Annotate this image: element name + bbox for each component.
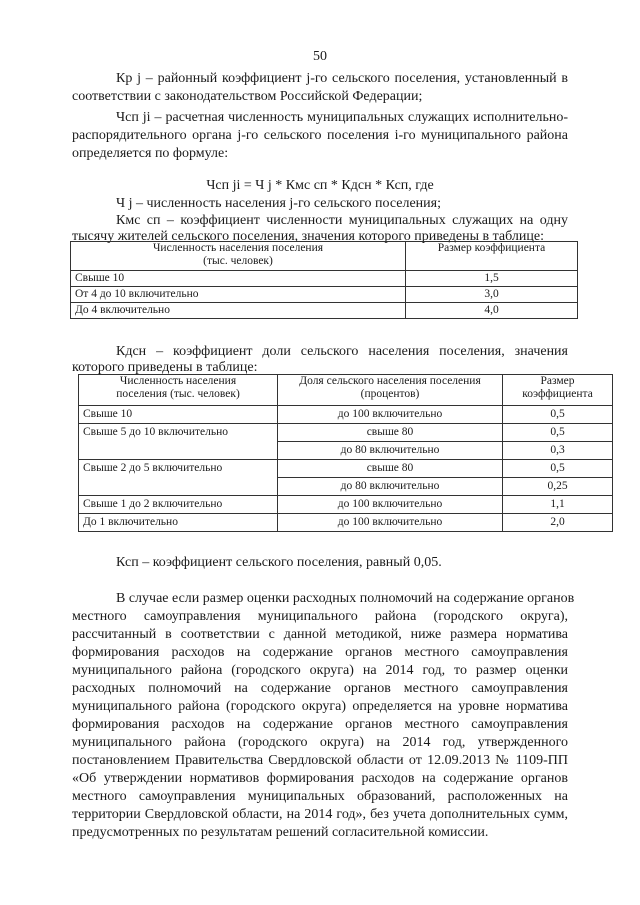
- closing-paragraph-line: местного самоуправления муниципального района (городского округа),: [72, 609, 568, 624]
- table-row: [79, 496, 613, 514]
- closing-paragraph-line: предусмотренных по результатам решений согласительной комиссии.: [72, 825, 489, 840]
- table-cell: От 4 до 10 включительно: [71, 287, 406, 303]
- ch-definition: Ч j – численность населения j-го сельского поселения;: [116, 196, 441, 211]
- table-cell: до 100 включительно: [278, 514, 503, 532]
- table-cell: 0,5: [503, 406, 613, 424]
- closing-paragraph-line: расходных полномочий на содержание органов местного самоуправления: [72, 681, 568, 696]
- kr-definition-line-2: соответствии с законодательством Российской Федерации;: [72, 89, 423, 104]
- kms-coefficient-table: [70, 241, 578, 319]
- table-cell: до 80 включительно: [278, 478, 503, 496]
- table-cell: 0,5: [503, 424, 613, 442]
- table-cell: 0,5: [503, 460, 613, 478]
- closing-paragraph-line: местного самоуправления муниципальных образований, расположенных на: [72, 789, 568, 804]
- table-row: [71, 271, 578, 287]
- table-row: [79, 406, 613, 424]
- page-number: 50: [313, 49, 327, 64]
- table-cell: 3,0: [406, 287, 578, 303]
- closing-paragraph-line: постановлением Правительства Свердловской области от 12.09.2013 № 1109-ПП: [72, 753, 568, 768]
- table-cell: до 100 включительно: [278, 496, 503, 514]
- table-header-cell: Размер коэффициента: [503, 375, 613, 406]
- closing-paragraph-line: территории Свердловской области, на 2014 год», без учета дополнительных сумм,: [72, 807, 568, 822]
- formula: Чсп ji = Ч j * Кмс сп * Кдсн * Ксп, где: [206, 178, 434, 193]
- chsp-definition-line-1: Чсп ji – расчетная численность муниципальных служащих исполнительно-: [116, 110, 568, 125]
- table-header-row: [71, 242, 578, 271]
- closing-paragraph-line: муниципального района (городского округа) на 2014 год, то размер оценки: [72, 663, 568, 678]
- table-cell: До 4 включительно: [71, 303, 406, 319]
- table-cell: 1,1: [503, 496, 613, 514]
- table-cell: 1,5: [406, 271, 578, 287]
- table-cell: До 1 включительно: [79, 514, 278, 532]
- table-row: [71, 303, 578, 319]
- table-cell: 4,0: [406, 303, 578, 319]
- table-header-cell: Численность населения поселения (тыс. человек): [71, 242, 406, 271]
- table-row: [71, 287, 578, 303]
- kdsn-coefficient-table: [78, 374, 613, 532]
- closing-paragraph-line: В случае если размер оценки расходных полномочий на содержание органов: [116, 591, 575, 606]
- table-header-cell: Размер коэффициента: [406, 242, 578, 271]
- closing-paragraph-line: муниципального района (городского округа) определяется на уровне норматива: [72, 699, 568, 714]
- table-row: [79, 514, 613, 532]
- table-header-cell: Доля сельского населения поселения (процентов): [278, 375, 503, 406]
- ksp-definition: Ксп – коэффициент сельского поселения, равный 0,05.: [116, 555, 442, 570]
- table-row: [79, 460, 613, 478]
- kdsn-definition-line-1: Кдсн – коэффициент доли сельского населения поселения, значения: [116, 344, 568, 359]
- table-cell: 2,0: [503, 514, 613, 532]
- closing-paragraph-line: рассчитанный в соответствии с данной методикой, ниже размера норматива: [72, 627, 568, 642]
- table-cell: Свыше 10: [79, 406, 278, 424]
- kr-definition-line-1: Кр j – районный коэффициент j-го сельского поселения, установленный в: [116, 71, 568, 86]
- kmssp-definition-line-1: Кмс сп – коэффициент численности муниципальных служащих на одну: [116, 213, 568, 228]
- table-cell: свыше 80: [278, 460, 503, 478]
- table-cell: Свыше 5 до 10 включительно: [79, 424, 278, 460]
- closing-paragraph-line: «Об утверждении нормативов формирования расходов на содержание органов: [72, 771, 568, 786]
- chsp-definition-line-3: определяется по формуле:: [72, 146, 229, 161]
- kdsn-definition-line-2: которого приведены в таблице:: [72, 360, 258, 375]
- kmssp-definition-line-2: тысячу жителей сельского поселения, значения которого приведены в таблице:: [72, 229, 544, 244]
- table-cell: Свыше 10: [71, 271, 406, 287]
- table-cell: свыше 80: [278, 424, 503, 442]
- table-row: [79, 424, 613, 442]
- table-cell: до 80 включительно: [278, 442, 503, 460]
- table-cell: Свыше 1 до 2 включительно: [79, 496, 278, 514]
- table-cell: 0,25: [503, 478, 613, 496]
- table-cell: 0,3: [503, 442, 613, 460]
- table-header-cell: Численность населения поселения (тыс. человек): [79, 375, 278, 406]
- table-header-row: [79, 375, 613, 406]
- closing-paragraph-line: формирования расходов на содержание органов местного самоуправления: [72, 645, 568, 660]
- table-cell: до 100 включительно: [278, 406, 503, 424]
- chsp-definition-line-2: распорядительного органа j-го сельского поселения i-го муниципального района: [72, 128, 568, 143]
- closing-paragraph-line: формирования расходов на содержание органов местного самоуправления: [72, 717, 568, 732]
- table-cell: Свыше 2 до 5 включительно: [79, 460, 278, 496]
- closing-paragraph-line: муниципального района (городского округа) на 2014 год, утвержденного: [72, 735, 568, 750]
